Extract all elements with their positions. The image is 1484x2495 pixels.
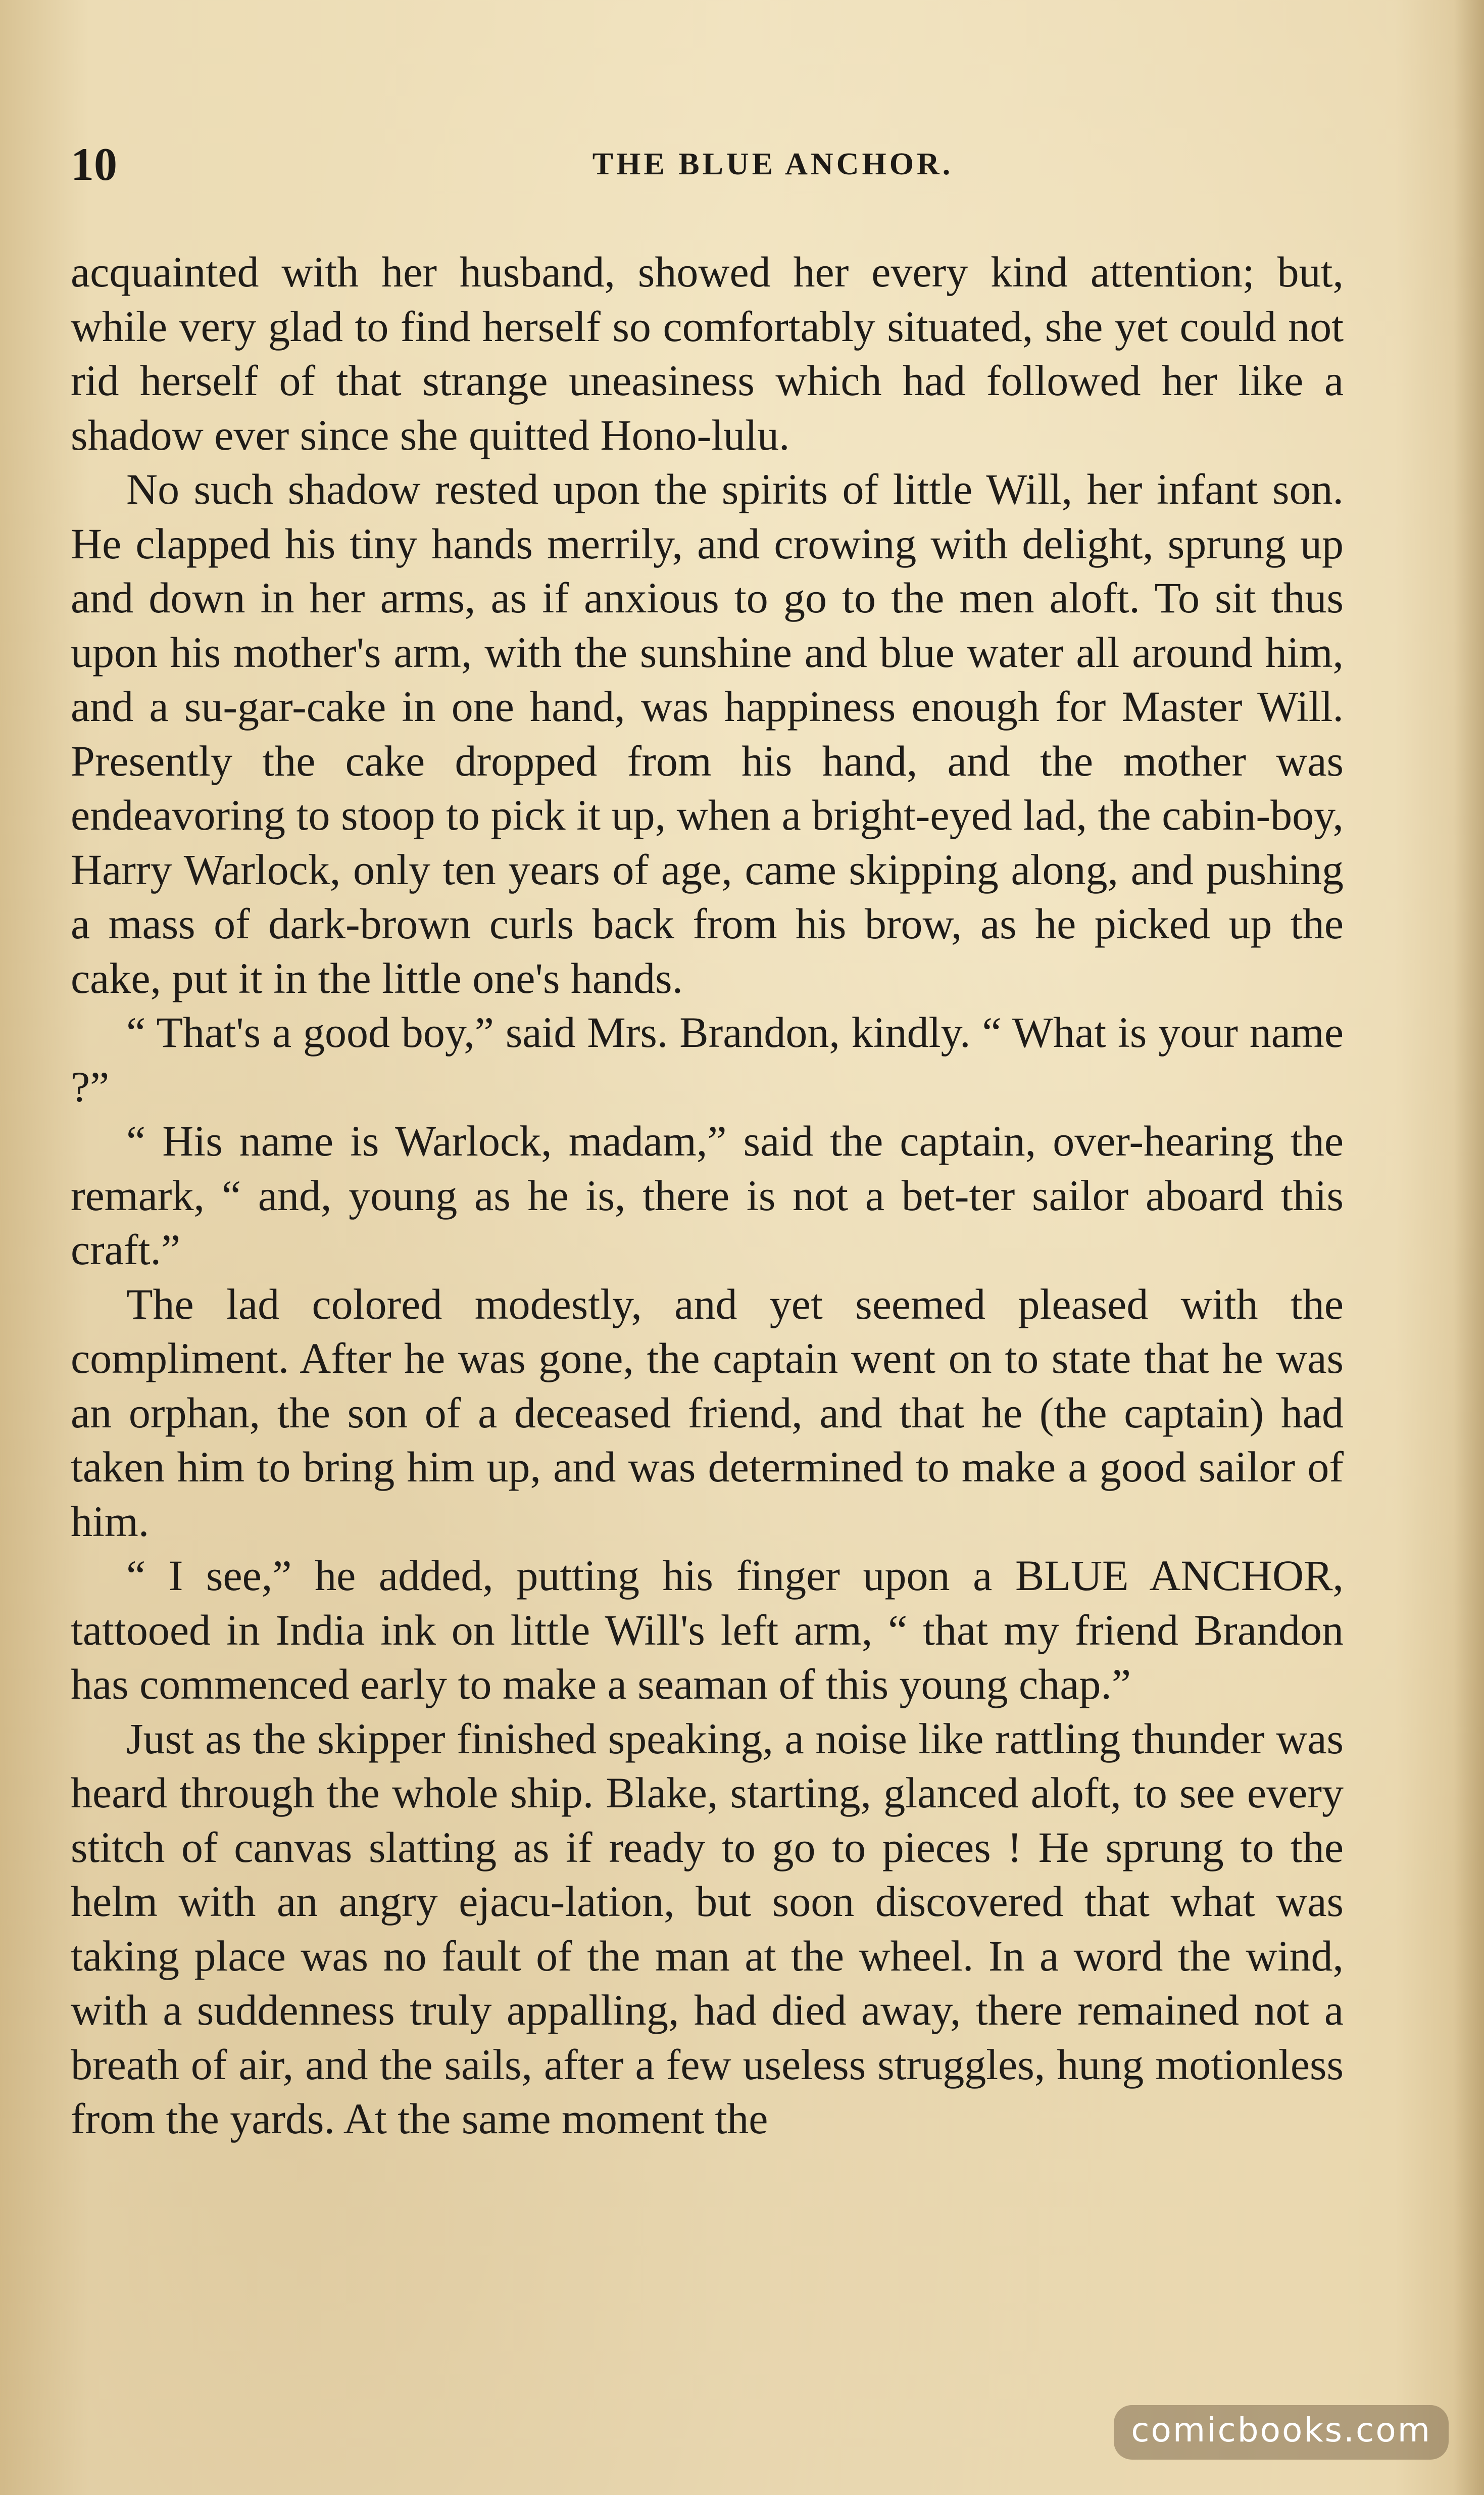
paragraph: “ I see,” he added, putting his finger upon a BLUE ANCHOR, tattooed in India ink on little Will's left arm, “ that my friend Brandon has commenced early to make a seaman of this young chap.” — [71, 1551, 1344, 1708]
paragraph: Just as the skipper finished speaking, a noise like rattling thunder was heard through the whole ship. Blake, starting, glanced aloft, to see every stitch of canvas slatting as if ready to go to pieces ! He sprung to the helm with an angry ejacu-lation, but soon discovered that what was taking place was no fault of the man at the wheel. In a word the wind, with a suddenness truly appalling, had died away, there remained not a breath of air, and the sails, after a few useless struggles, hung motionless from the yards. At the same moment the — [71, 1714, 1344, 2143]
watermark: comicbooks.com — [1114, 2405, 1449, 2460]
running-head: THE BLUE ANCHOR. — [592, 147, 954, 181]
page-edge-shadow — [1454, 0, 1484, 2495]
paragraph: No such shadow rested upon the spirits of little Will, her infant son. He clapped his tiny hands merrily, and crowing with delight, sprung up and down in her arms, as if anxious to go to the men aloft. To sit thus upon his mother's arm, with the sunshine and blue water all around him, and a su-gar-cake in one hand, was happiness enough for Master Will. Presently the cake dropped from his hand, and the mother was endeavoring to stoop to pick it up, when a bright-eyed lad, the cabin-boy, Harry Warlock, only ten years of age, came skipping along, and pushing a mass of dark-brown curls back from his brow, as he picked up the cake, put it in the little one's hands. — [71, 465, 1344, 1002]
paragraph: The lad colored modestly, and yet seemed pleased with the compliment. After he was gone, the captain went on to state that he was an orphan, the son of a deceased friend, and that he (the captain) had taken him to bring him up, and was determined to make a good sailor of him. — [71, 1279, 1344, 1546]
page-header — [71, 136, 1344, 192]
paragraph: acquainted with her husband, showed her every kind attention; but, while very glad to find herself so comfortably situated, she yet could not rid herself of that strange uneasiness which had followed her like a shadow ever since she quitted Hono-lulu. — [71, 248, 1344, 459]
page-number: 10 — [71, 138, 117, 190]
paragraph: “ His name is Warlock, madam,” said the captain, over-hearing the remark, “ and, young as he is, there is not a bet-ter sailor aboard this craft.” — [71, 1117, 1344, 1274]
body-text — [71, 245, 1344, 2146]
paragraph: “ That's a good boy,” said Mrs. Brandon, kindly. “ What is your name ?” — [71, 1008, 1344, 1111]
